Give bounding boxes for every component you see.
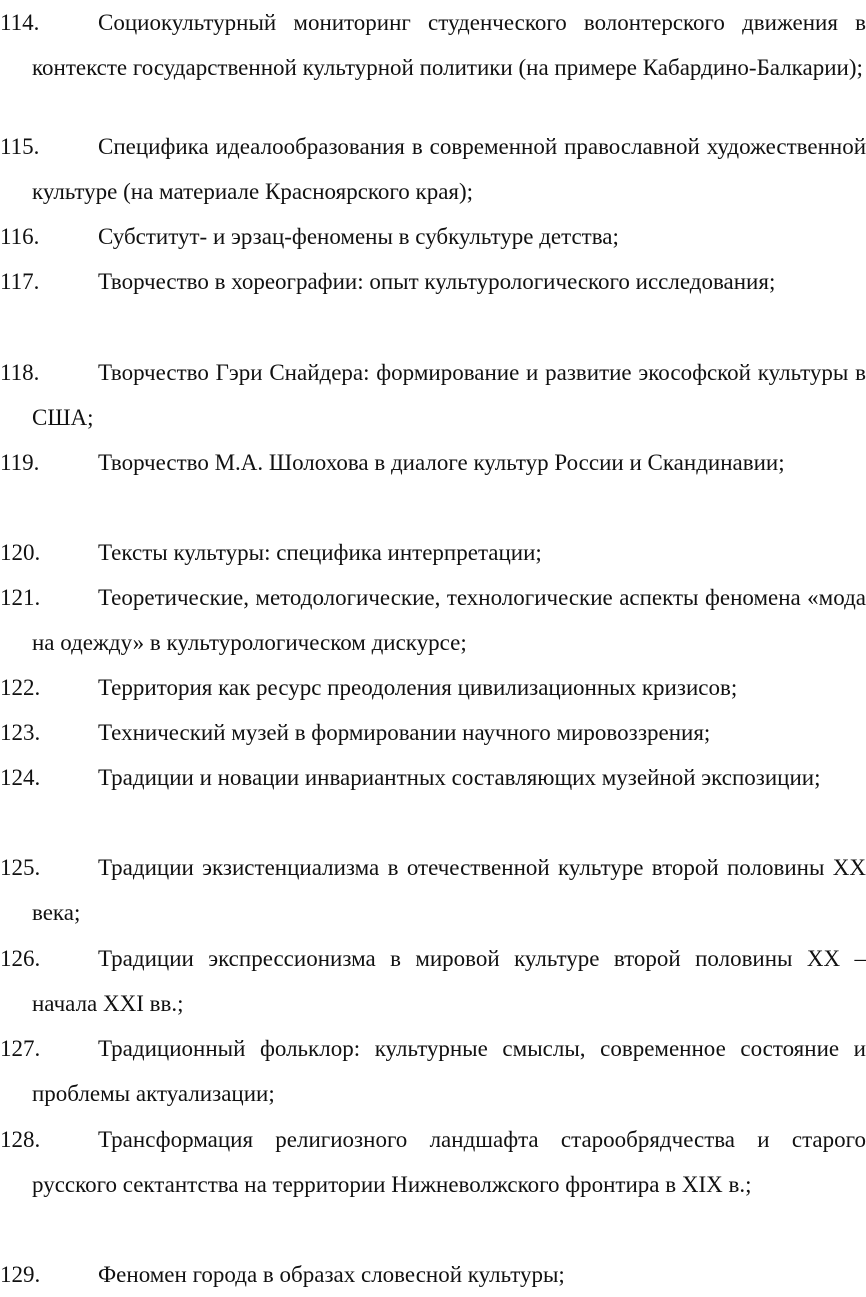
list-item: [0, 350, 866, 440]
item-text: Специфика идеалообразования в современной православной художественной культуре (на материале Красноярского края);: [32, 134, 866, 204]
list-item: [0, 1252, 866, 1297]
item-number: 126.: [0, 946, 41, 971]
item-number: 115.: [0, 134, 40, 159]
list-item: [0, 710, 866, 755]
item-number: 129.: [0, 1262, 41, 1287]
list-item: [0, 936, 866, 1026]
list-item: [0, 665, 866, 710]
list-item: [0, 755, 866, 800]
item-number: 122.: [0, 675, 41, 700]
list-item: [0, 1117, 866, 1207]
item-text: Традиции экзистенциализма в отечественной культуре второй половины XX века;: [32, 855, 866, 925]
item-text: Технический музей в формировании научного мировоззрения;: [98, 720, 711, 745]
list-item: [0, 845, 866, 935]
item-text: Социокультурный мониторинг студенческого волонтерского движения в контексте государственной культурной политики (на примере Кабардино-Балкарии);: [32, 10, 866, 80]
item-number: 117.: [0, 269, 40, 294]
item-text: Субститут- и эрзац-феномены в субкультуре детства;: [98, 224, 619, 249]
item-number: 125.: [0, 855, 41, 880]
item-text: Феномен города в образах словесной культуры;: [98, 1262, 565, 1287]
item-number: 121.: [0, 585, 41, 610]
item-text: Творчество в хореографии: опыт культурологического исследования;: [98, 269, 776, 294]
item-number: 128.: [0, 1127, 41, 1152]
item-number: 124.: [0, 765, 41, 790]
item-text: Теоретические, методологические, технологические аспекты феномена «мода на одежду» в культурологическом дискурсе;: [32, 585, 866, 655]
list-item: [0, 575, 866, 665]
item-number: 116.: [0, 224, 40, 249]
item-text: Традиции и новации инвариантных составляющих музейной экспозиции;: [98, 765, 821, 790]
item-text: Трансформация религиозного ландшафта старообрядчества и старого русского сектантства на территории Нижневолжского фронтира в XIX в.;: [32, 1127, 866, 1197]
list-item: [0, 259, 866, 304]
item-text: Традиции экспрессионизма в мировой культуре второй половины XX – начала XXI вв.;: [32, 946, 866, 1016]
list-item: [0, 530, 866, 575]
list-item: [0, 124, 866, 214]
list-item: [0, 1026, 866, 1116]
item-text: Творчество Гэри Снайдера: формирование и развитие экософской культуры в США;: [32, 360, 866, 430]
item-text: Территория как ресурс преодоления цивилизационных кризисов;: [98, 675, 738, 700]
item-number: 119.: [0, 450, 40, 475]
item-text: Творчество М.А. Шолохова в диалоге культур России и Скандинавии;: [98, 450, 785, 475]
item-number: 123.: [0, 720, 41, 745]
item-text: Традиционный фольклор: культурные смыслы, современное состояние и проблемы актуализации;: [32, 1036, 866, 1106]
item-number: 127.: [0, 1036, 41, 1061]
item-number: 118.: [0, 360, 40, 385]
item-text: Тексты культуры: специфика интерпретации;: [98, 540, 542, 565]
list-item: [0, 440, 866, 485]
list-item: [0, 0, 866, 90]
item-number: 114.: [0, 10, 40, 35]
list-item: [0, 214, 866, 259]
item-number: 120.: [0, 540, 41, 565]
